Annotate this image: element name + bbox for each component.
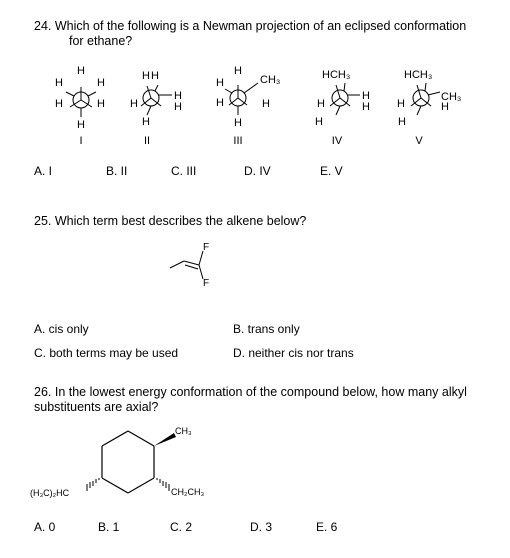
question-26-line2: substituents are axial?	[34, 400, 159, 414]
atom-label: H	[174, 90, 182, 102]
methyl-label: CH₃	[175, 426, 192, 436]
question-24-text	[34, 19, 466, 49]
atom-label: H	[216, 77, 224, 89]
question-24-line1: 24. Which of the following is a Newman projection of an eclipsed conformation	[34, 19, 467, 33]
question-25-text: 25. Which term best describes the alkene below?	[34, 214, 307, 228]
ethyl-label: CH₂CH₃	[171, 487, 205, 497]
atom-label: H	[77, 119, 85, 131]
fluorine-bottom: F	[203, 278, 210, 289]
projection-numeral-4: IV	[331, 135, 343, 147]
atom-label: H	[216, 97, 224, 109]
question-24-line2: for ethane?	[69, 34, 133, 48]
atom-label: H	[142, 70, 150, 82]
atom-label: H	[77, 65, 85, 77]
answer-25-a[interactable]: A. cis only	[34, 322, 89, 336]
answer-24-d[interactable]: D. IV	[244, 164, 271, 178]
answer-25-b[interactable]: B. trans only	[233, 322, 300, 336]
atom-label: H	[234, 117, 242, 129]
fluorine-top: F	[203, 242, 210, 253]
atom-label: H	[142, 116, 150, 128]
answer-26-b[interactable]: B. 1	[98, 520, 120, 534]
answer-25-d[interactable]: D. neither cis nor trans	[233, 346, 354, 360]
newman-projection-1	[66, 87, 96, 117]
answer-24-e[interactable]: E. V	[320, 164, 343, 178]
atom-label: H	[398, 116, 406, 128]
question-26-line1: 26. In the lowest energy conformation of the compound below, how many alkyl	[34, 385, 467, 399]
atom-label: H	[55, 98, 63, 110]
atom-label: H	[362, 90, 370, 102]
cyclohexane-structure	[28, 420, 258, 530]
answer-24-b[interactable]: B. II	[106, 164, 128, 178]
isopropyl-label: (H₃C)₂HC	[30, 488, 70, 498]
atom-label: H	[55, 77, 63, 89]
hashed-bond-right	[157, 478, 169, 491]
atom-label: H	[151, 70, 159, 82]
wedge-bond	[154, 433, 176, 446]
atom-label: HCH₃	[404, 69, 433, 81]
atom-label: H	[397, 98, 405, 110]
atom-label: CH₃	[441, 91, 462, 103]
atom-label: H	[97, 98, 105, 110]
atom-label: HCH₃	[322, 69, 351, 81]
atom-label: H	[174, 101, 182, 113]
question-26-text	[34, 385, 467, 415]
atom-label: H	[234, 65, 242, 77]
atom-label: H	[262, 98, 270, 110]
answer-24-c[interactable]: C. III	[171, 164, 197, 178]
projection-numeral-3: III	[233, 135, 243, 147]
projection-numeral-2: II	[143, 135, 151, 147]
hashed-bond-left	[87, 478, 99, 491]
answer-26-c[interactable]: C. 2	[170, 520, 193, 534]
newman-projection-3	[225, 83, 258, 115]
projection-numeral-5: V	[415, 135, 423, 147]
atom-label: H	[317, 98, 325, 110]
atom-label: CH₃	[260, 74, 281, 86]
answer-24-a[interactable]: A. I	[34, 164, 53, 178]
atom-label: H	[315, 116, 323, 128]
projection-numeral-1: I	[79, 135, 83, 147]
newman-projection-5	[411, 83, 440, 115]
atom-label: H	[130, 98, 138, 110]
newman-projection-4	[330, 83, 360, 115]
alkene-structure	[160, 235, 240, 295]
atom-label: H	[441, 101, 449, 113]
answer-26-e[interactable]: E. 6	[316, 520, 338, 534]
newman-projection-2	[141, 85, 172, 115]
answer-26-d[interactable]: D. 3	[250, 520, 273, 534]
answer-26-a[interactable]: A. 0	[34, 520, 56, 534]
atom-label: H	[97, 77, 105, 89]
answer-25-c[interactable]: C. both terms may be used	[34, 346, 179, 360]
atom-label: H	[362, 101, 370, 113]
